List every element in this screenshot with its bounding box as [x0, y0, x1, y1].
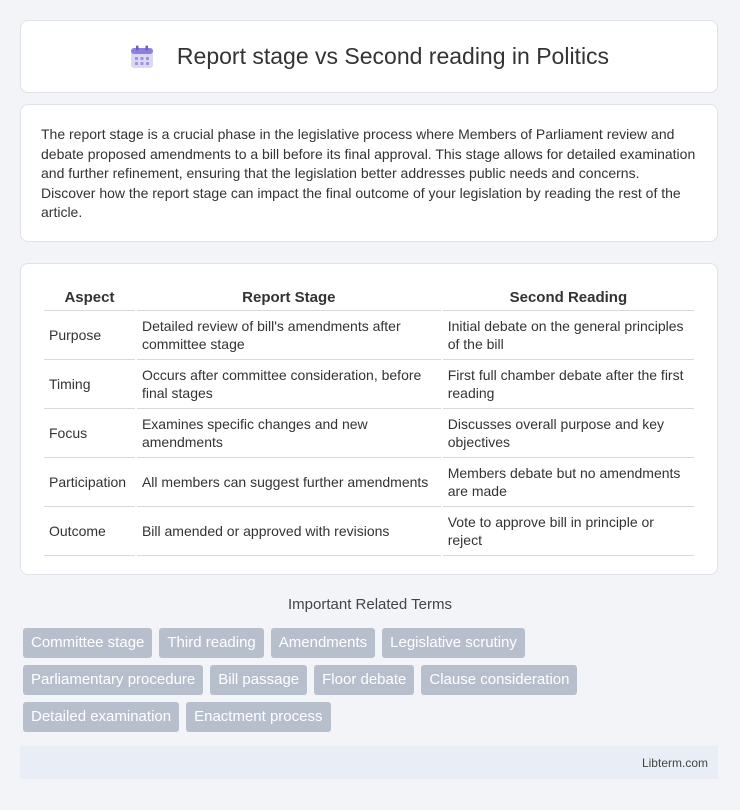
second-reading-cell: First full chamber debate after the first reading [443, 360, 694, 409]
calendar-icon [129, 44, 155, 70]
tag-parliamentary-procedure[interactable]: Parliamentary procedure [23, 665, 203, 695]
second-reading-cell: Members debate but no amendments are made [443, 458, 694, 507]
footer [20, 746, 718, 779]
tag-detailed-examination[interactable]: Detailed examination [23, 702, 179, 732]
table-row [44, 507, 694, 556]
aspect-cell: Purpose [44, 311, 135, 360]
report-stage-cell: Bill amended or approved with revisions [137, 507, 441, 556]
tag-floor-debate[interactable]: Floor debate [314, 665, 414, 695]
footer-site-link[interactable]: Libterm.com [641, 755, 708, 770]
aspect-cell: Participation [44, 458, 135, 507]
intro-card [20, 104, 718, 242]
title-wrap [129, 43, 609, 70]
comparison-table-card [20, 263, 718, 575]
table-row [44, 311, 694, 360]
tag-third-reading[interactable]: Third reading [159, 628, 263, 658]
report-stage-cell: Examines specific changes and new amendments [137, 409, 441, 458]
page-title: Report stage vs Second reading in Politics [176, 43, 610, 69]
table-row [44, 360, 694, 409]
second-reading-cell: Discusses overall purpose and key objectives [443, 409, 694, 458]
tag-committee-stage[interactable]: Committee stage [23, 628, 152, 658]
related-terms-tags [23, 628, 623, 732]
tag-enactment-process[interactable]: Enactment process [186, 702, 330, 732]
report-stage-cell: Occurs after committee consideration, before final stages [137, 360, 441, 409]
tag-bill-passage[interactable]: Bill passage [210, 665, 307, 695]
header-second-reading: Second Reading [443, 284, 694, 311]
header-aspect: Aspect [44, 284, 135, 311]
report-stage-cell: Detailed review of bill's amendments after committee stage [137, 311, 441, 360]
table-row [44, 458, 694, 507]
second-reading-cell: Vote to approve bill in principle or reject [443, 507, 694, 556]
tag-amendments[interactable]: Amendments [271, 628, 375, 658]
aspect-cell: Timing [44, 360, 135, 409]
header-card [20, 20, 718, 93]
aspect-cell: Outcome [44, 507, 135, 556]
comparison-table [42, 284, 696, 556]
table-row [44, 409, 694, 458]
intro-text: The report stage is a crucial phase in the legislative process where Members of Parliament review and debate proposed amendments to a bill before its final approval. This stage allows for detailed examination and further refinement, ensuring that the legislation better addresses public needs and concerns. Discover how the report stage can impact the final outcome of your legislation by reading the rest of the article. [41, 126, 696, 220]
aspect-cell: Focus [44, 409, 135, 458]
header-report-stage: Report Stage [137, 284, 441, 311]
second-reading-cell: Initial debate on the general principles of the bill [443, 311, 694, 360]
related-terms-title: Important Related Terms [288, 596, 452, 613]
table-header-row [44, 284, 694, 311]
report-stage-cell: All members can suggest further amendments [137, 458, 441, 507]
tag-legislative-scrutiny[interactable]: Legislative scrutiny [382, 628, 525, 658]
tag-clause-consideration[interactable]: Clause consideration [421, 665, 577, 695]
